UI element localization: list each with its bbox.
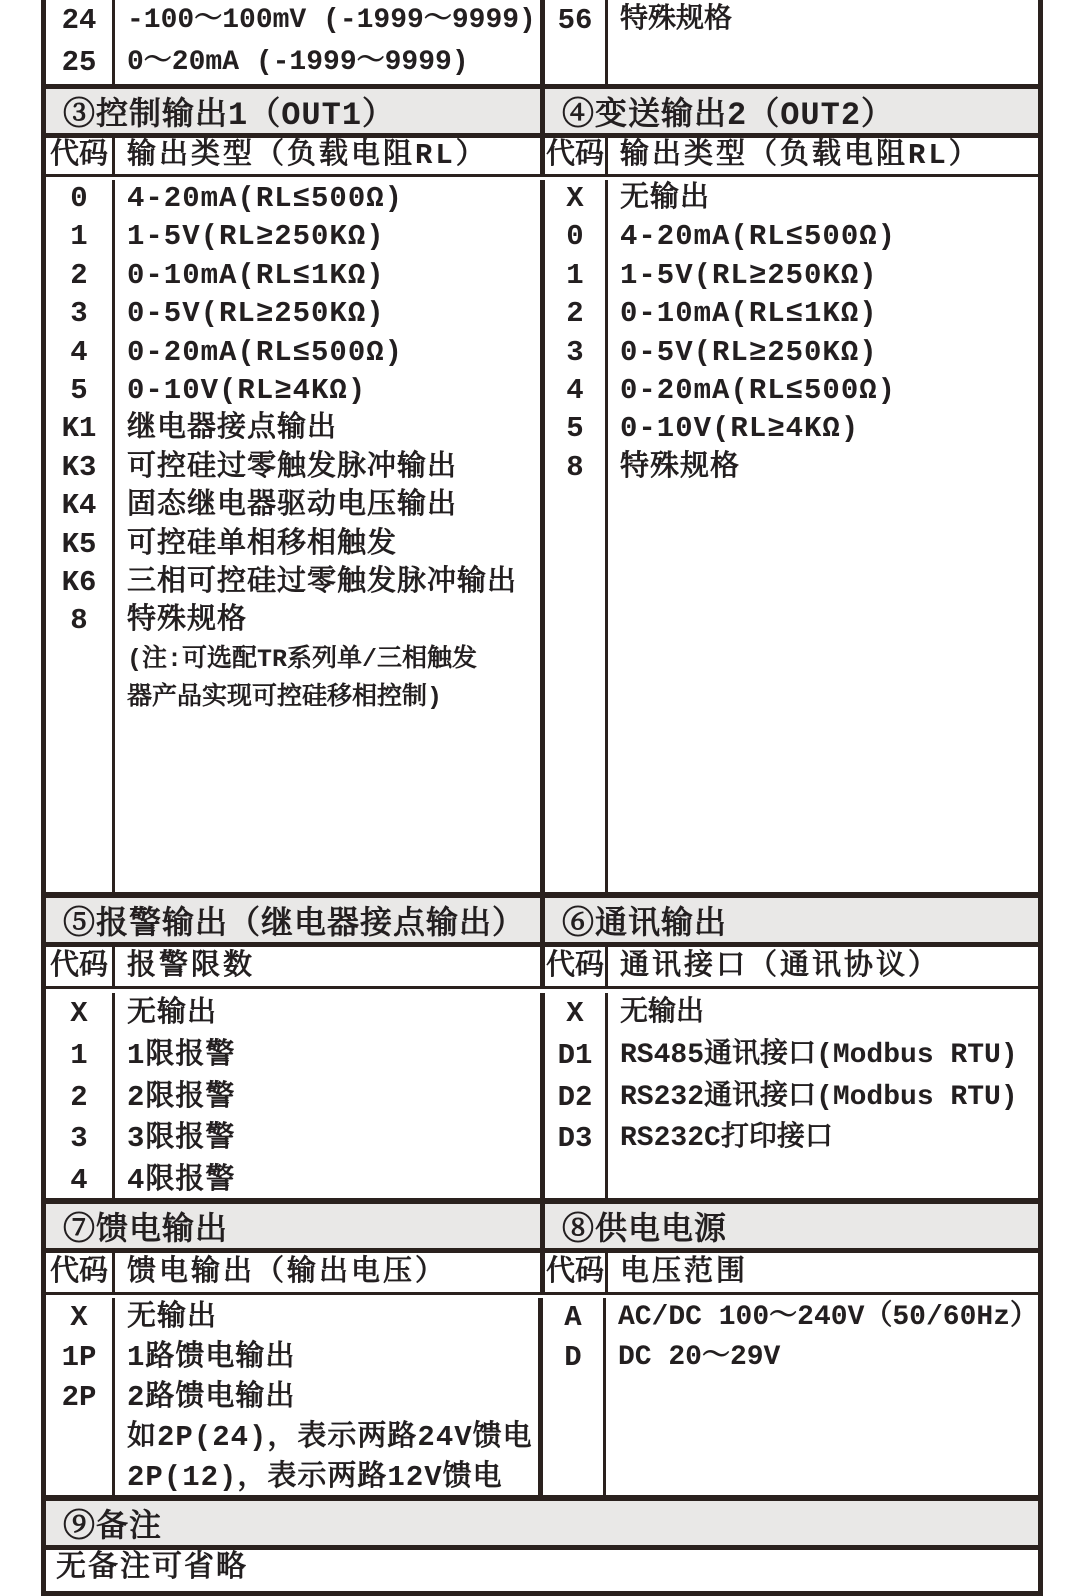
code-cell: 3 [70, 1122, 88, 1156]
remark-text: 无备注可省略 [56, 1552, 248, 1586]
desc-cell: 1-5V(RL≥250KΩ) [620, 258, 878, 292]
code-cell: A [564, 1301, 582, 1334]
band-out1 [46, 89, 545, 133]
code-cell: 2 [70, 258, 88, 292]
band-feed [46, 1204, 545, 1248]
code-cell [46, 1457, 112, 1496]
desc-cell: DC 20～29V [617, 1342, 781, 1373]
code-cell: 4 [566, 373, 584, 407]
code-cell: X [566, 182, 584, 215]
desc-column [115, 0, 540, 84]
desc-column [115, 180, 540, 892]
code-cell: D1 [557, 1038, 593, 1072]
code-cell: 25 [61, 46, 97, 79]
code-column [545, 993, 608, 1198]
code-cell: 24 [61, 4, 97, 37]
desc-cell: 0-10V(RL≥4KΩ) [127, 373, 367, 407]
code-header: 代码 [545, 950, 604, 983]
code-cell: 2 [566, 297, 584, 331]
desc-cell: 无输出 [620, 998, 705, 1029]
desc-column [608, 180, 1038, 892]
code-column [46, 0, 115, 84]
code-cell: D2 [557, 1080, 593, 1114]
code-cell: 4 [70, 335, 88, 369]
desc-cell: 4-20mA(RL≤500Ω) [127, 182, 404, 215]
desc-cell: 可控硅过零触发脉冲输出 [127, 450, 458, 484]
code-cell: 1P [61, 1341, 97, 1374]
desc-header: 通讯接口（通讯协议） [620, 950, 941, 983]
header-out1-out2 [46, 138, 1038, 177]
header-feed-power [46, 1253, 1038, 1295]
desc-cell: 0-20mA(RL≤500Ω) [620, 373, 897, 407]
desc-cell: 4-20mA(RL≤500Ω) [620, 220, 897, 254]
out2-rows [545, 180, 1038, 892]
desc-cell: 2P(12)，表示两路12V馈电 [127, 1461, 503, 1494]
code-cell: 0 [566, 220, 584, 254]
section-title-comm: ⑥通讯输出 [562, 906, 728, 943]
out1-rows [46, 180, 545, 892]
code-cell: 2 [70, 1080, 88, 1114]
desc-cell: 0-5V(RL≥250KΩ) [620, 335, 878, 369]
desc-column [606, 1298, 1038, 1495]
band-remark [46, 1501, 1038, 1550]
remark-row [46, 1550, 1038, 1591]
desc-cell: 1-5V(RL≥250KΩ) [127, 220, 385, 254]
desc-cell: 特殊规格 [620, 450, 741, 484]
ordering-spec-table [41, 0, 1043, 1596]
desc-cell: 无输出 [620, 182, 711, 215]
code-column [46, 1298, 115, 1495]
body-alarm-comm [46, 989, 1038, 1204]
code-cell: 1 [70, 220, 88, 254]
desc-header: 电压范围 [620, 1256, 749, 1289]
band-alarm [46, 898, 545, 942]
code-cell: K6 [61, 565, 97, 599]
desc-cell: RS232通讯接口(Modbus RTU) [620, 1081, 1018, 1113]
desc-cell: 特殊规格 [620, 5, 733, 36]
code-cell [46, 641, 112, 679]
desc-cell: 0～20mA (-1999～9999) [127, 47, 469, 78]
desc-column [608, 0, 1038, 84]
code-cell: 3 [566, 335, 584, 369]
code-cell: 1 [566, 258, 584, 292]
desc-column [115, 993, 540, 1198]
code-cell: 8 [566, 450, 584, 484]
code-cell: K1 [61, 412, 97, 446]
desc-cell: -100～100mV (-1999～9999) [127, 5, 536, 36]
code-column [545, 180, 608, 892]
desc-cell: 如2P(24)，表示两路24V馈电 [127, 1421, 533, 1454]
code-cell: X [70, 997, 88, 1030]
section-title-out2: ④变送输出2（OUT2） [562, 97, 895, 134]
code-cell: X [566, 997, 584, 1030]
code-header: 代码 [49, 950, 108, 983]
band-power [545, 1204, 1038, 1248]
desc-header: 输出类型（负载电阻RL） [127, 139, 488, 172]
band-out2 [545, 89, 1038, 133]
desc-cell: 4限报警 [127, 1164, 236, 1198]
code-cell: 2P [61, 1381, 97, 1414]
body-feed-power [46, 1295, 1038, 1501]
code-cell [46, 1418, 112, 1457]
top-table-right [545, 0, 1038, 84]
code-cell: 3 [70, 297, 88, 331]
desc-cell: RS232C打印接口 [620, 1123, 833, 1155]
code-cell: 0 [70, 182, 88, 215]
desc-cell: (注:可选配TR系列单/三相触发 [127, 644, 478, 674]
desc-cell: 0-5V(RL≥250KΩ) [127, 297, 385, 331]
desc-cell: 3限报警 [127, 1122, 236, 1156]
band-feed-power [46, 1204, 1038, 1253]
desc-cell: 1路馈电输出 [127, 1341, 296, 1374]
desc-cell: 0-10mA(RL≤1KΩ) [127, 258, 385, 292]
desc-cell: 特殊规格 [127, 604, 248, 638]
feed-rows [46, 1298, 543, 1495]
band-comm [545, 898, 1038, 942]
section-title-power: ⑧供电电源 [562, 1212, 728, 1249]
desc-cell: 器产品实现可控硅移相控制) [127, 683, 443, 713]
desc-cell: 三相可控硅过零触发脉冲输出 [127, 565, 518, 599]
desc-cell: 0-10mA(RL≤1KΩ) [620, 297, 878, 331]
code-cell: 56 [557, 4, 593, 37]
section-title-remark: ⑨备注 [63, 1509, 163, 1546]
code-cell: 8 [70, 604, 88, 638]
desc-cell: 2限报警 [127, 1080, 236, 1114]
code-column [46, 180, 115, 892]
desc-cell: 继电器接点输出 [127, 412, 338, 446]
desc-cell: 固态继电器驱动电压输出 [127, 489, 458, 523]
code-cell: K5 [61, 527, 97, 561]
code-cell [46, 679, 112, 717]
code-cell: 5 [566, 412, 584, 446]
code-column [46, 993, 115, 1198]
code-cell: D3 [557, 1122, 593, 1156]
desc-header: 输出类型（负载电阻RL） [620, 139, 981, 172]
code-header: 代码 [545, 1256, 604, 1289]
code-cell: K3 [61, 450, 97, 484]
code-cell: 1 [70, 1038, 88, 1072]
section-title-alarm: ⑤报警输出（继电器接点输出） [63, 906, 526, 943]
desc-column [608, 993, 1038, 1198]
desc-cell: 可控硅单相移相触发 [127, 527, 398, 561]
desc-header: 报警限数 [127, 950, 256, 983]
desc-cell: RS485通讯接口(Modbus RTU) [620, 1039, 1018, 1071]
desc-cell: 无输出 [127, 997, 218, 1030]
top-table-left [46, 0, 545, 84]
top-table [46, 0, 1038, 89]
code-cell: D [564, 1341, 582, 1374]
header-alarm-comm [46, 947, 1038, 989]
section-title-out1: ③控制输出1（OUT1） [63, 97, 396, 134]
code-header: 代码 [49, 139, 108, 172]
band-alarm-comm [46, 898, 1038, 947]
code-header: 代码 [49, 1256, 108, 1289]
desc-column [115, 1298, 538, 1495]
desc-cell: 1限报警 [127, 1038, 236, 1072]
desc-cell: AC/DC 100～240V（50/60Hz） [617, 1302, 1038, 1333]
desc-header: 馈电输出（输出电压） [127, 1256, 448, 1289]
body-out1-out2 [46, 177, 1038, 898]
desc-cell: 0-10V(RL≥4KΩ) [620, 412, 860, 446]
desc-cell: 无输出 [127, 1301, 218, 1334]
desc-cell: 0-20mA(RL≤500Ω) [127, 335, 404, 369]
power-rows [543, 1298, 1038, 1495]
code-cell: 5 [70, 373, 88, 407]
comm-rows [545, 993, 1038, 1198]
desc-cell: 2路馈电输出 [127, 1381, 296, 1414]
code-column [543, 1298, 606, 1495]
code-cell: X [70, 1301, 88, 1334]
code-cell: K4 [61, 489, 97, 523]
code-header: 代码 [545, 139, 604, 172]
code-column [545, 0, 608, 84]
section-title-feed: ⑦馈电输出 [63, 1212, 229, 1249]
band-out1-out2 [46, 89, 1038, 138]
code-cell: 4 [70, 1164, 88, 1198]
alarm-rows [46, 993, 545, 1198]
